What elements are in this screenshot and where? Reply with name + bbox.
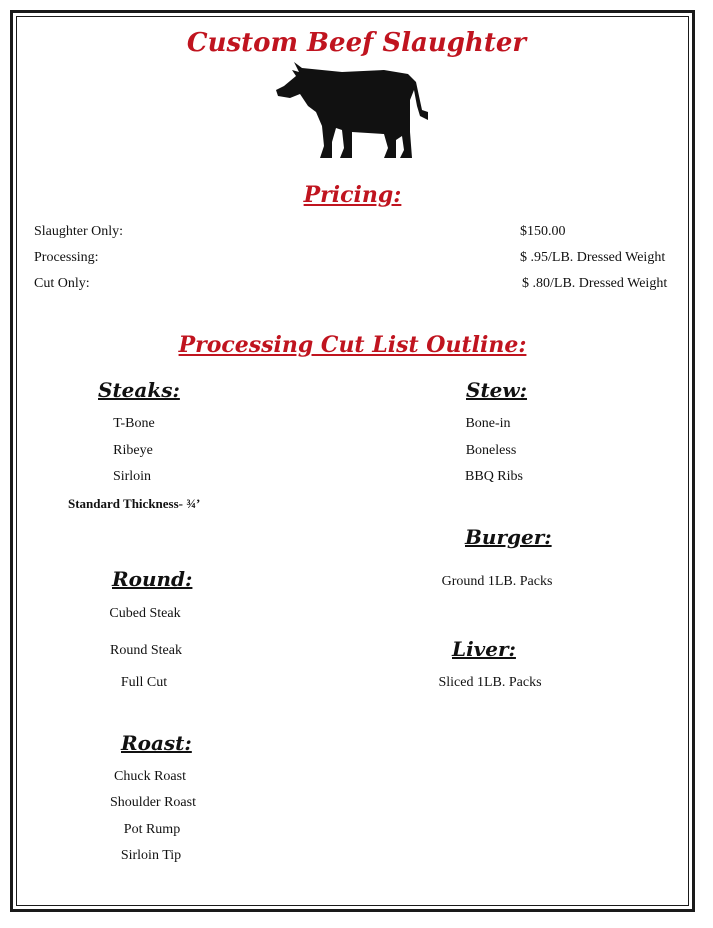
section-round-heading: Round: <box>112 567 193 591</box>
list-item: Round Steak <box>110 643 182 658</box>
section-stew-heading: Stew: <box>466 378 528 402</box>
cut-list-heading: Processing Cut List Outline: <box>178 332 527 358</box>
list-item: Sirloin Tip <box>120 848 182 863</box>
list-item: Boneless <box>465 443 517 458</box>
list-item: BBQ Ribs <box>465 469 523 484</box>
list-item: Pot Rump <box>123 822 181 837</box>
cow-silhouette-icon <box>272 60 434 162</box>
list-item: Chuck Roast <box>114 769 186 784</box>
price-label-cut-only: Cut Only: <box>34 276 90 291</box>
pricing-heading: Pricing: <box>303 182 402 208</box>
section-roast-heading: Roast: <box>121 731 192 755</box>
steaks-thickness-note: Standard Thickness- ¾’ <box>68 496 201 511</box>
list-item: Shoulder Roast <box>110 795 196 810</box>
list-item: Ribeye <box>113 443 153 458</box>
page-title: Custom Beef Slaughter <box>186 28 527 58</box>
list-item: Sliced 1LB. Packs <box>438 675 542 690</box>
section-liver-heading: Liver: <box>452 637 516 661</box>
price-value-slaughter: $150.00 <box>520 224 566 239</box>
price-label-slaughter: Slaughter Only: <box>34 224 124 239</box>
list-item: Ground 1LB. Packs <box>441 574 553 589</box>
price-value-cut-only: $ .80/LB. Dressed Weight <box>522 276 668 291</box>
price-value-processing: $ .95/LB. Dressed Weight <box>520 250 666 265</box>
list-item: T-Bone <box>113 416 155 431</box>
list-item: Sirloin <box>112 469 152 484</box>
list-item: Full Cut <box>120 675 168 690</box>
section-steaks-heading: Steaks: <box>98 378 180 402</box>
list-item: Bone-in <box>465 416 511 431</box>
list-item: Cubed Steak <box>109 606 181 621</box>
section-burger-heading: Burger: <box>465 525 552 549</box>
price-label-processing: Processing: <box>34 250 99 265</box>
